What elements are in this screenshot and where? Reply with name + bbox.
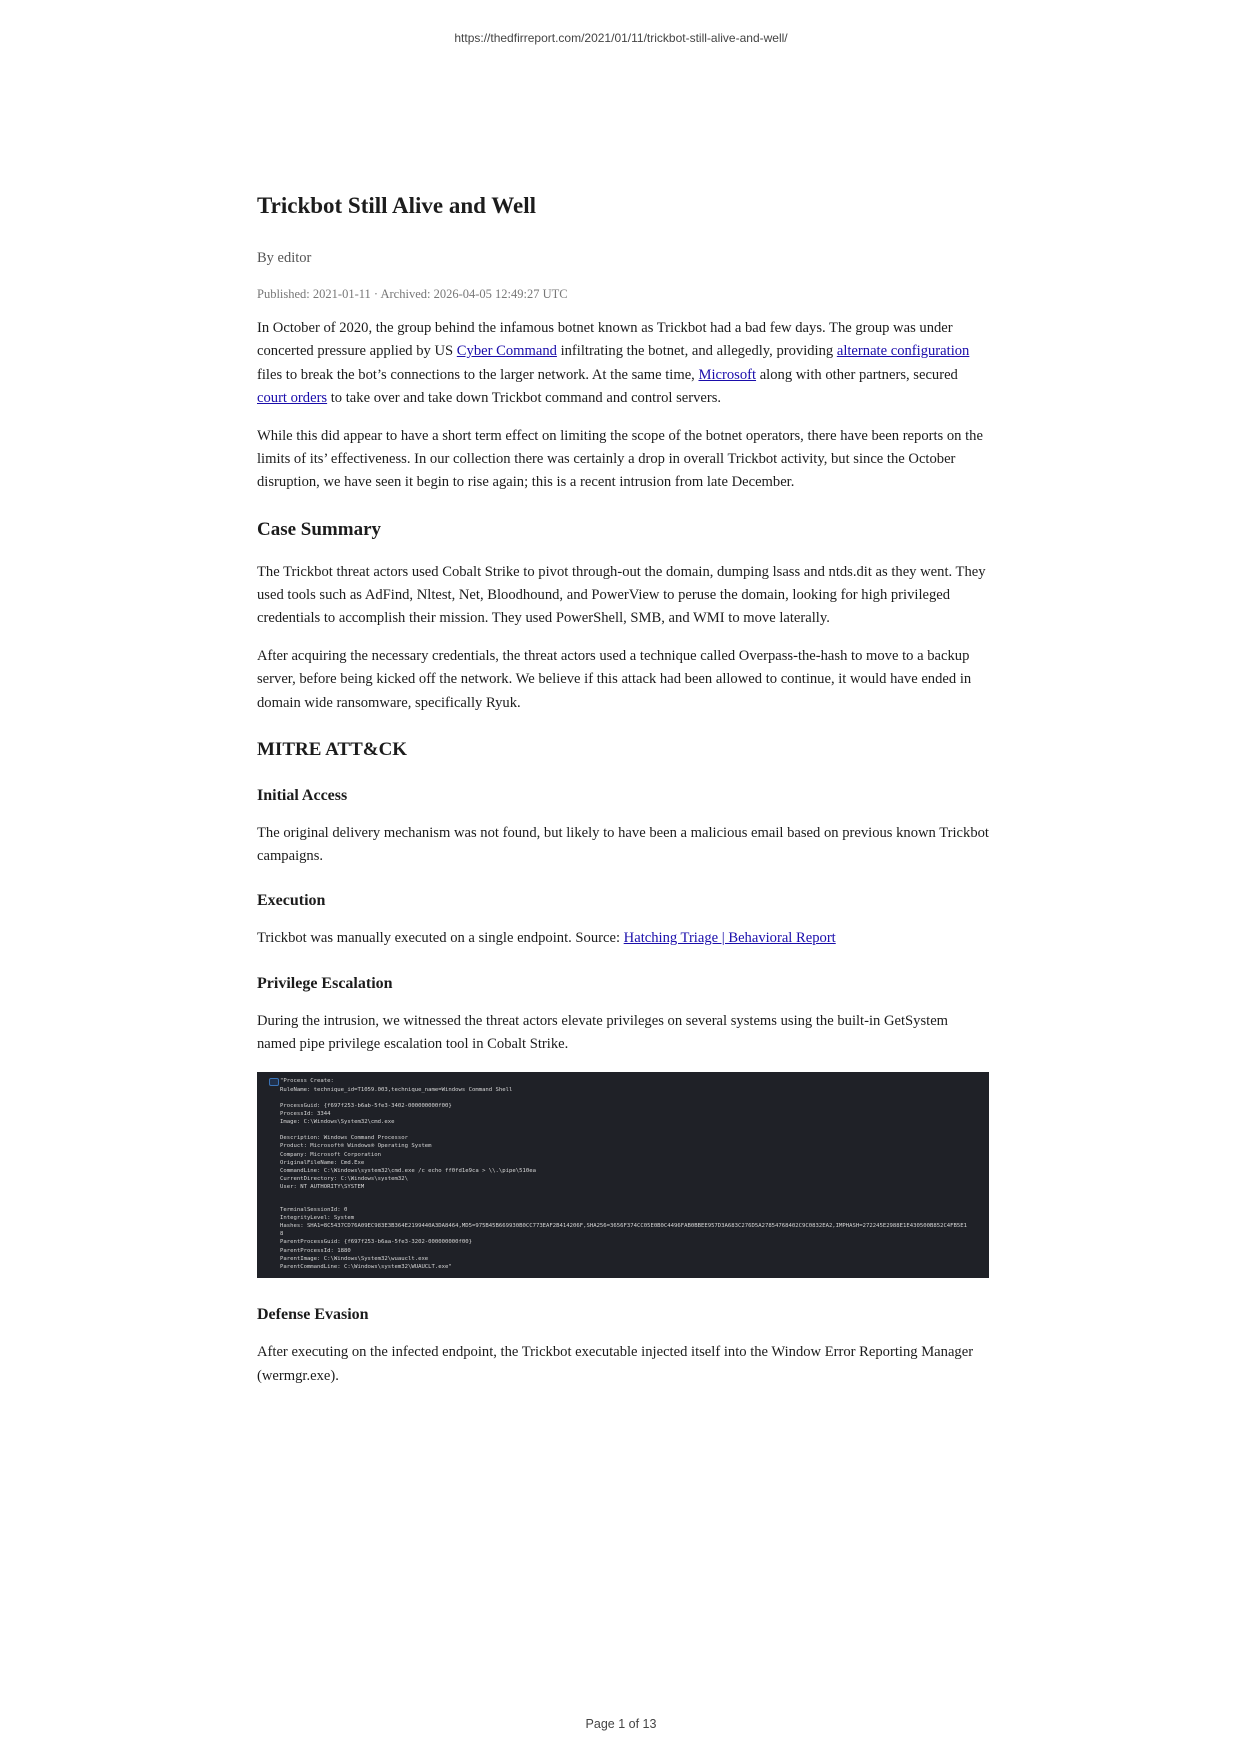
page-url: https://thedfirreport.com/2021/01/11/trickbot-still-alive-and-well/ xyxy=(454,31,788,45)
code-line: ParentProcessGuid: {f697f253-b6aa-5fe3-3202-000000000f00} xyxy=(280,1239,472,1246)
code-line: Description: Windows Command Processor xyxy=(280,1135,408,1142)
code-line: Hashes: SHA1=8C5437CD76A09EC983E3B364E2199440A3DA8464,MD5=975B45B669930B0CC773EAF2B414206F,SHA256=3656F374CC05E0B0C4496FAB0BBEE957D3A683C276D5A27854768402C9C0832EA2,IMPHASH=272245E2988E1E430500B852C4FB5E1 xyxy=(280,1222,968,1229)
code-line: CurrentDirectory: C:\Windows\system32\ xyxy=(280,1176,408,1183)
code-line: Image: C:\Windows\System32\cmd.exe xyxy=(280,1119,395,1126)
intro-text-5: to take over and take down Trickbot command and control servers. xyxy=(327,389,722,406)
execution-heading: Execution xyxy=(257,892,326,910)
code-line: Product: Microsoft® Windows® Operating System xyxy=(280,1143,432,1150)
case-summary-paragraph-2: After acquiring the necessary credentials, the threat actors used a technique called Overpass-the-hash to move to a backup server, before being kicked off the network. We believe if this attack had been allowed to continue, it would have ended in domain wide ransomware, specifically Ryuk. xyxy=(257,647,972,711)
intro-text-3: files to break the bot’s connections to the larger network. At the same time, xyxy=(257,366,699,383)
article-title: Trickbot Still Alive and Well xyxy=(257,193,537,218)
intro-paragraph-1 xyxy=(257,317,989,410)
code-line: ParentCommandLine: C:\Windows\system32\WUAUCLT.exe" xyxy=(280,1263,452,1270)
code-line: CommandLine: C:\Windows\system32\cmd.exe /c echo ff0fd1e9ca > \\.\pipe\510ea xyxy=(280,1168,536,1175)
code-line: RuleName: technique_id=T1059.003,technique_name=Windows Command Shell xyxy=(280,1086,513,1093)
execution-text xyxy=(257,927,989,950)
court-orders-link[interactable]: court orders xyxy=(257,389,328,406)
collapse-icon xyxy=(269,1078,279,1086)
cyber-command-link[interactable]: Cyber Command xyxy=(456,343,557,360)
privilege-escalation-text: During the intrusion, we witnessed the threat actors elevate privileges on several systems using the built-in GetSystem named pipe privilege escalation tool in Cobalt Strike. xyxy=(257,1012,949,1053)
publish-meta: Published: 2021-01-11 · Archived: 2026-04-05 12:49:27 UTC xyxy=(257,287,568,301)
code-line: "Process Create: xyxy=(280,1078,334,1085)
code-line: IntegrityLevel: System xyxy=(280,1214,355,1221)
code-spacer xyxy=(280,1192,979,1206)
code-line: User: NT AUTHORITY\SYSTEM xyxy=(280,1184,365,1191)
microsoft-link[interactable]: Microsoft xyxy=(698,366,757,383)
code-line: ParentProcessId: 1880 xyxy=(280,1247,351,1254)
code-line: 8 xyxy=(280,1231,284,1238)
defense-evasion-heading: Defense Evasion xyxy=(257,1306,369,1324)
byline: By editor xyxy=(257,250,312,266)
case-summary-paragraph-1: The Trickbot threat actors used Cobalt Strike to pivot through-out the domain, dumping lsass and ntds.dit as they went. They used tools such as AdFind, Nltest, Net, Bloodhound, and PowerView to peruse the domain, looking for high privileged credentials to accomplish their mission. They used PowerShell, SMB, and WMI to move laterally. xyxy=(257,563,986,627)
code-spacer xyxy=(280,1094,979,1102)
intro-text-1: In October of 2020, the group behind the infamous botnet known as Trickbot had a bad few days. The group was under concerted pressure applied by US xyxy=(257,320,953,360)
initial-access-text: The original delivery mechanism was not found, but likely to have been a malicious email based on previous known Trickbot campaigns. xyxy=(257,824,989,865)
defense-evasion-text: After executing on the infected endpoint, the Trickbot executable injected itself into the Window Error Reporting Manager (wermgr.exe). xyxy=(257,1344,974,1384)
hatching-triage-link[interactable]: Hatching Triage | Behavioral Report xyxy=(623,930,836,947)
code-line: Company: Microsoft Corporation xyxy=(280,1151,382,1158)
privilege-escalation-heading: Privilege Escalation xyxy=(257,974,393,992)
mitre-heading: MITRE ATT&CK xyxy=(257,738,408,760)
intro-paragraph-2: While this did appear to have a short term effect on limiting the scope of the botnet operators, there have been reports on the limits of its’ effectiveness. In our collection there was certainly a drop in overall Trickbot activity, but since the October disruption, we have seen it begin to rise again; this is a recent intrusion from late December. xyxy=(257,427,983,491)
code-line: ParentImage: C:\Windows\System32\wuauclt.exe xyxy=(280,1255,429,1262)
sysmon-log-screenshot xyxy=(257,1072,989,1278)
page-number: Page 1 of 13 xyxy=(585,1717,657,1731)
case-summary-heading: Case Summary xyxy=(257,518,382,540)
code-line: OriginalFileName: Cmd.Exe xyxy=(280,1159,365,1166)
article xyxy=(257,186,989,1402)
code-spacer xyxy=(280,1126,979,1134)
code-line: TerminalSessionId: 0 xyxy=(280,1206,348,1213)
code-line: ProcessId: 3344 xyxy=(280,1110,331,1117)
intro-text-4: along with other partners, secured xyxy=(756,366,958,383)
initial-access-heading: Initial Access xyxy=(257,786,348,804)
execution-text-body: Trickbot was manually executed on a single endpoint. Source: xyxy=(257,930,624,947)
code-line: ProcessGuid: {f697f253-b6ab-5fe3-3402-000000000f00} xyxy=(280,1102,452,1109)
alternate-configuration-link[interactable]: alternate configuration xyxy=(836,343,970,360)
intro-text-2: infiltrating the botnet, and allegedly, providing xyxy=(556,343,837,360)
